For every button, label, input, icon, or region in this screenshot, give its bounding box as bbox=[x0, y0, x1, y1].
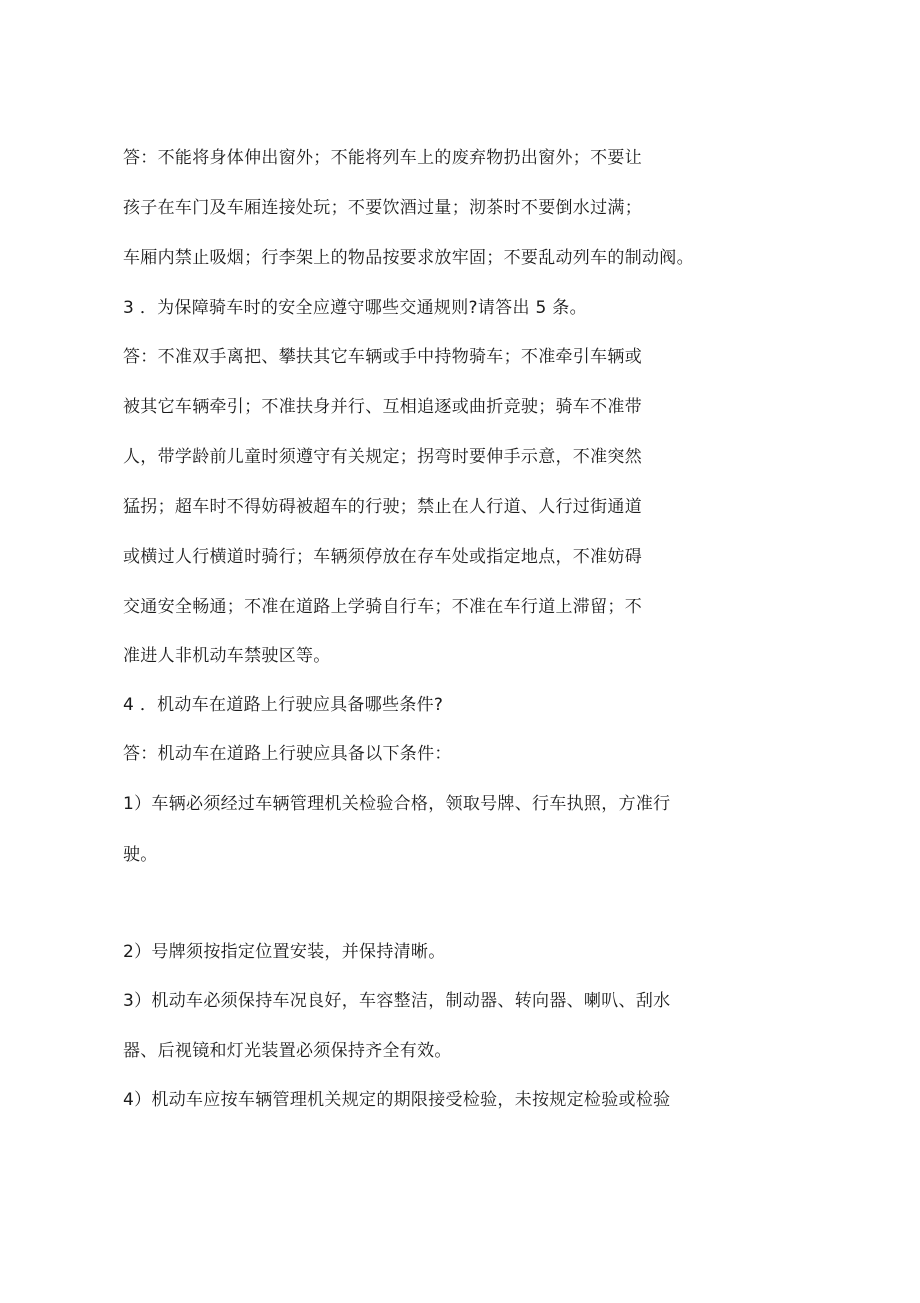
question-3: 3 ．为保障骑车时的安全应遵守哪些交通规则?请答出 5 条。 bbox=[123, 298, 587, 318]
question-4: 4 ．机动车在道路上行驶应具备哪些条件? bbox=[123, 695, 444, 715]
condition-3-line-1: 3）机动车必须保持车况良好，车容整洁，制动器、转向器、喇叭、刮水 bbox=[123, 991, 671, 1011]
answer-3-line-7: 准进人非机动车禁驶区等。 bbox=[123, 646, 331, 666]
answer-3-line-6: 交通安全畅通；不准在道路上学骑自行车；不准在车行道上滞留；不 bbox=[123, 597, 642, 617]
answer-2-line-2: 孩子在车门及车厢连接处玩；不要饮酒过量；沏茶时不要倒水过满； bbox=[123, 198, 642, 218]
answer-2-line-1: 答：不能将身体伸出窗外；不能将列车上的废弃物扔出窗外；不要让 bbox=[123, 148, 642, 168]
answer-4-intro: 答：机动车在道路上行驶应具备以下条件： bbox=[123, 744, 452, 764]
answer-3-line-4: 猛拐；超车时不得妨碍被超车的行驶；禁止在人行道、人行过街通道 bbox=[123, 497, 642, 517]
condition-4-line-1: 4）机动车应按车辆管理机关规定的期限接受检验，未按规定检验或检验 bbox=[123, 1090, 671, 1110]
answer-2-line-3: 车厢内禁止吸烟；行李架上的物品按要求放牢固；不要乱动列车的制动阀。 bbox=[123, 248, 694, 268]
condition-1-line-1: 1）车辆必须经过车辆管理机关检验合格，领取号牌、行车执照，方准行 bbox=[123, 794, 671, 814]
answer-3-line-3: 人，带学龄前儿童时须遵守有关规定；拐弯时要伸手示意，不准突然 bbox=[123, 447, 642, 467]
answer-3-line-2: 被其它车辆牵引；不准扶身并行、互相追逐或曲折竞驶；骑车不准带 bbox=[123, 397, 642, 417]
condition-3-line-2: 器、后视镜和灯光装置必须保持齐全有效。 bbox=[123, 1041, 452, 1061]
answer-3-line-1: 答：不准双手离把、攀扶其它车辆或手中持物骑车；不准牵引车辆或 bbox=[123, 347, 642, 367]
condition-1-line-2: 驶。 bbox=[123, 845, 158, 865]
condition-2: 2）号牌须按指定位置安装，并保持清晰。 bbox=[123, 942, 446, 962]
answer-3-line-5: 或横过人行横道时骑行；车辆须停放在存车处或指定地点，不准妨碍 bbox=[123, 547, 642, 567]
